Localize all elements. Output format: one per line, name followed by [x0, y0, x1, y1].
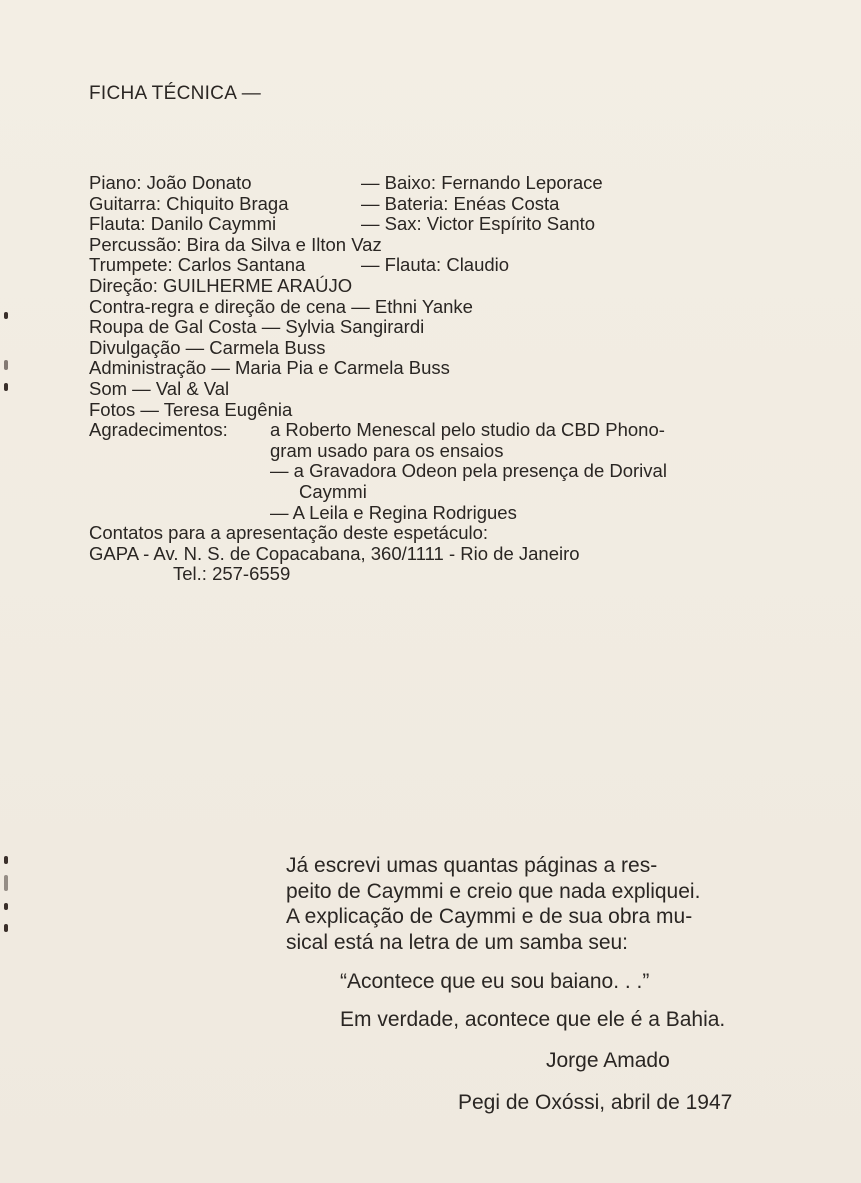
credit-baixo: — Baixo: Fernando Leporace	[361, 172, 603, 193]
credit-bateria: — Bateria: Enéas Costa	[361, 192, 560, 214]
credit-guitarra: Guitarra: Chiquito Braga	[89, 192, 289, 214]
credit-divulgacao: Divulgação — Carmela Buss	[89, 336, 326, 358]
agradecimentos-line: Caymmi	[299, 480, 367, 502]
margin-mark	[4, 312, 8, 319]
credit-som: Som — Val & Val	[89, 377, 230, 399]
agradecimentos-line: — a Gravadora Odeon pela presença de Dorival	[270, 460, 667, 482]
page-title: FICHA TÉCNICA —	[89, 83, 262, 104]
quote-block	[286, 853, 782, 1115]
credit-administracao: Administração — Maria Pia e Carmela Buss	[89, 357, 450, 379]
quote-line: Já escrevi umas quantas páginas a res-	[286, 854, 658, 877]
quote-author: Jorge Amado	[546, 1049, 670, 1072]
margin-mark	[4, 875, 8, 891]
quote-citation: “Acontece que eu sou baiano. . .”	[340, 970, 650, 993]
credit-flauta: Flauta: Danilo Caymmi	[89, 213, 277, 235]
credit-row	[89, 214, 769, 235]
margin-mark	[4, 856, 8, 864]
agradecimentos-line: gram usado para os ensaios	[270, 439, 504, 461]
credit-piano: Piano: João Donato	[89, 172, 252, 193]
margin-mark	[4, 924, 8, 932]
credits-list	[89, 173, 769, 585]
margin-mark	[4, 360, 8, 370]
credit-row	[89, 173, 769, 194]
credit-fotos: Fotos — Teresa Eugênia	[89, 398, 293, 420]
credit-percussao: Percussão: Bira da Silva e Ilton Vaz	[89, 233, 382, 255]
agradecimentos-line: a Roberto Menescal pelo studio da CBD Phono-	[270, 419, 665, 441]
credit-row	[89, 420, 769, 441]
quote-line: A explicação de Caymmi e de sua obra mu-	[286, 905, 693, 928]
credit-contra-regra: Contra-regra e direção de cena — Ethni Yanke	[89, 295, 473, 317]
agradecimentos-line: — A Leila e Regina Rodrigues	[270, 501, 517, 523]
credit-row	[89, 194, 769, 215]
quote-place-date: Pegi de Oxóssi, abril de 1947	[458, 1090, 733, 1114]
contatos-phone: Tel.: 257-6559	[173, 563, 291, 585]
contatos-heading: Contatos para a apresentação deste espetáculo:	[89, 522, 489, 544]
margin-mark	[4, 383, 8, 391]
credit-row	[89, 255, 769, 276]
quote-conclusion: Em verdade, acontece que ele é a Bahia.	[340, 1007, 726, 1031]
agradecimentos-label: Agradecimentos:	[89, 419, 228, 441]
quote-line: peito de Caymmi e creio que nada expliquei.	[286, 879, 701, 903]
credit-sax: — Sax: Victor Espírito Santo	[361, 213, 596, 235]
credit-trumpete: Trumpete: Carlos Santana	[89, 254, 306, 276]
margin-mark	[4, 903, 8, 910]
agradecimentos-block	[89, 420, 769, 523]
credit-roupa: Roupa de Gal Costa — Sylvia Sangirardi	[89, 316, 425, 338]
quote-line: sical está na letra de um samba seu:	[286, 930, 629, 954]
contatos-address: GAPA - Av. N. S. de Copacabana, 360/1111 - Rio de Janeiro	[89, 542, 580, 564]
credit-direcao: Direção: GUILHERME ARAÚJO	[89, 274, 353, 296]
credit-flauta-2: — Flauta: Claudio	[361, 254, 510, 276]
